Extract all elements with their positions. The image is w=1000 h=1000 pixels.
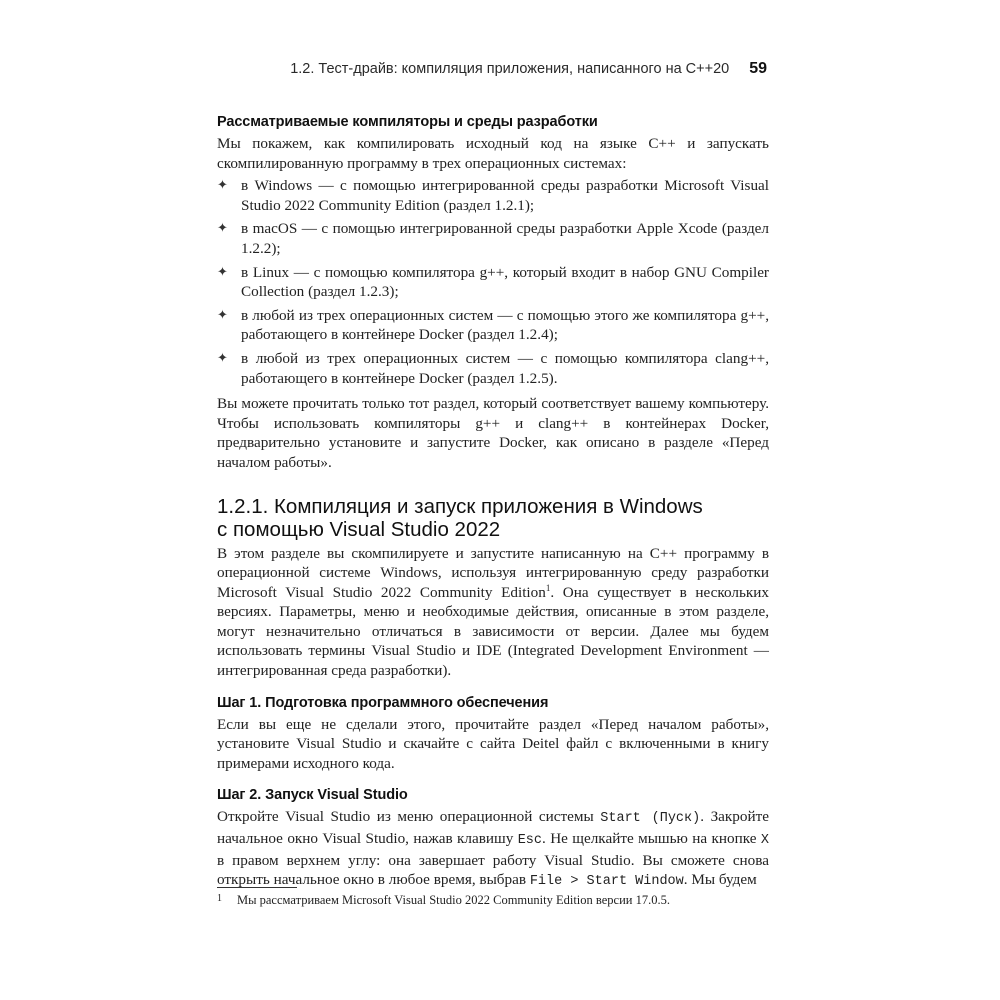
list-item-text: в Windows — с помощью интегрированной среды разработки Microsoft Visual Studio 2022 Community Edition (раздел 1.2.1); bbox=[241, 177, 769, 214]
step2-text: Откройте Visual Studio из меню операционной системы Start (Пуск). Закройте начальное окно Visual Studio, нажав клавишу Esc. Не щелкайте мышью на кнопке X в правом верхнем углу: она завершает работу Visual Studio. Вы сможете снова открыть начальное окно в любое время, выбрав File > Start Window. Мы будем bbox=[217, 808, 769, 890]
list-item bbox=[217, 219, 769, 258]
four-pointed-star-icon: ✦ bbox=[217, 221, 228, 237]
code-esc-key: Esc bbox=[517, 833, 543, 849]
step2-heading: Шаг 2. Запуск Visual Studio bbox=[217, 787, 408, 804]
list-item-text: в Linux — с помощью компилятора g++, который входит в набор GNU Compiler Collection (раздел 1.2.3); bbox=[241, 263, 769, 301]
step1-text: Если вы еще не сделали этого, прочитайте раздел «Перед началом работы», установите Visual Studio и скачайте с сайта Deitel файл с включенными в книгу примерами исходного кода. bbox=[217, 715, 769, 772]
code-start-menu: Start (Пуск) bbox=[600, 811, 701, 827]
four-pointed-star-icon: ✦ bbox=[217, 307, 228, 323]
footnote-text: Мы рассматриваем Microsoft Visual Studio 2022 Community Edition версии 17.0.5. bbox=[237, 893, 670, 907]
footnote bbox=[217, 893, 769, 908]
code-close-button: X bbox=[760, 833, 769, 849]
section-121-heading-line2: с помощью Visual Studio 2022 bbox=[217, 517, 501, 541]
four-pointed-star-icon: ✦ bbox=[217, 178, 228, 194]
section-121-heading-line1: 1.2.1. Компиляция и запуск приложения в Windows bbox=[217, 494, 703, 518]
step1-heading: Шаг 1. Подготовка программного обеспечения bbox=[217, 694, 549, 711]
code-start-window-menu: File > Start Window bbox=[529, 874, 684, 890]
list-item-text: в любой из трех операционных систем — с помощью компилятора clang++, работающего в контейнере Docker (раздел 1.2.5). bbox=[241, 349, 769, 387]
list-item bbox=[217, 306, 769, 345]
list-item bbox=[217, 263, 769, 302]
section-121-paragraph: В этом разделе вы скомпилируете и запустите написанную на C++ программу в операционной системе Windows, используя интегрированную среду разработки Microsoft Visual Studio 2022 Community Edition$^1$. Она существует в нескольких версиях. Параметры, меню и необходимые действия, описанные в этом разделе, могут незначительно отличаться в зависимости от версии. Далее мы будем использовать термины Visual Studio и IDE (Integrated Development Environment — интегрированная среда разработки). bbox=[217, 544, 769, 680]
compilers-intro: Мы покажем, как компилировать исходный код на языке C++ и запускать скомпилированную программу в трех операционных системах: bbox=[217, 135, 769, 172]
footnote-divider bbox=[217, 887, 297, 888]
page-body bbox=[217, 114, 769, 892]
list-item-text: в macOS — с помощью интегрированной среды разработки Apple Xcode (раздел 1.2.2); bbox=[241, 220, 769, 257]
running-head bbox=[200, 60, 767, 84]
list-item bbox=[217, 176, 769, 215]
footnote-reference[interactable]: 1 bbox=[545, 582, 551, 593]
footnote-mark: 1 bbox=[217, 893, 222, 904]
list-item bbox=[217, 349, 769, 388]
compilers-list bbox=[217, 176, 769, 388]
compilers-heading: Рассматриваемые компиляторы и среды разработки bbox=[217, 114, 598, 130]
running-head-title: 1.2. Тест-драйв: компиляция приложения, написанного на C++20 bbox=[290, 61, 730, 77]
compilers-outro: Вы можете прочитать только тот раздел, который соответствует вашему компьютеру. Чтобы использовать компиляторы g++ и clang++ в контейнерах Docker, предварительно установите и запустите Docker, как описано в разделе «Перед началом работы». bbox=[217, 395, 769, 471]
four-pointed-star-icon: ✦ bbox=[217, 264, 228, 280]
four-pointed-star-icon: ✦ bbox=[217, 350, 228, 366]
page-number: 59 bbox=[749, 60, 767, 77]
section-121-heading bbox=[217, 495, 769, 541]
list-item-text: в любой из трех операционных систем — с помощью этого же компилятора g++, работающего в контейнере Docker (раздел 1.2.4); bbox=[241, 306, 769, 344]
